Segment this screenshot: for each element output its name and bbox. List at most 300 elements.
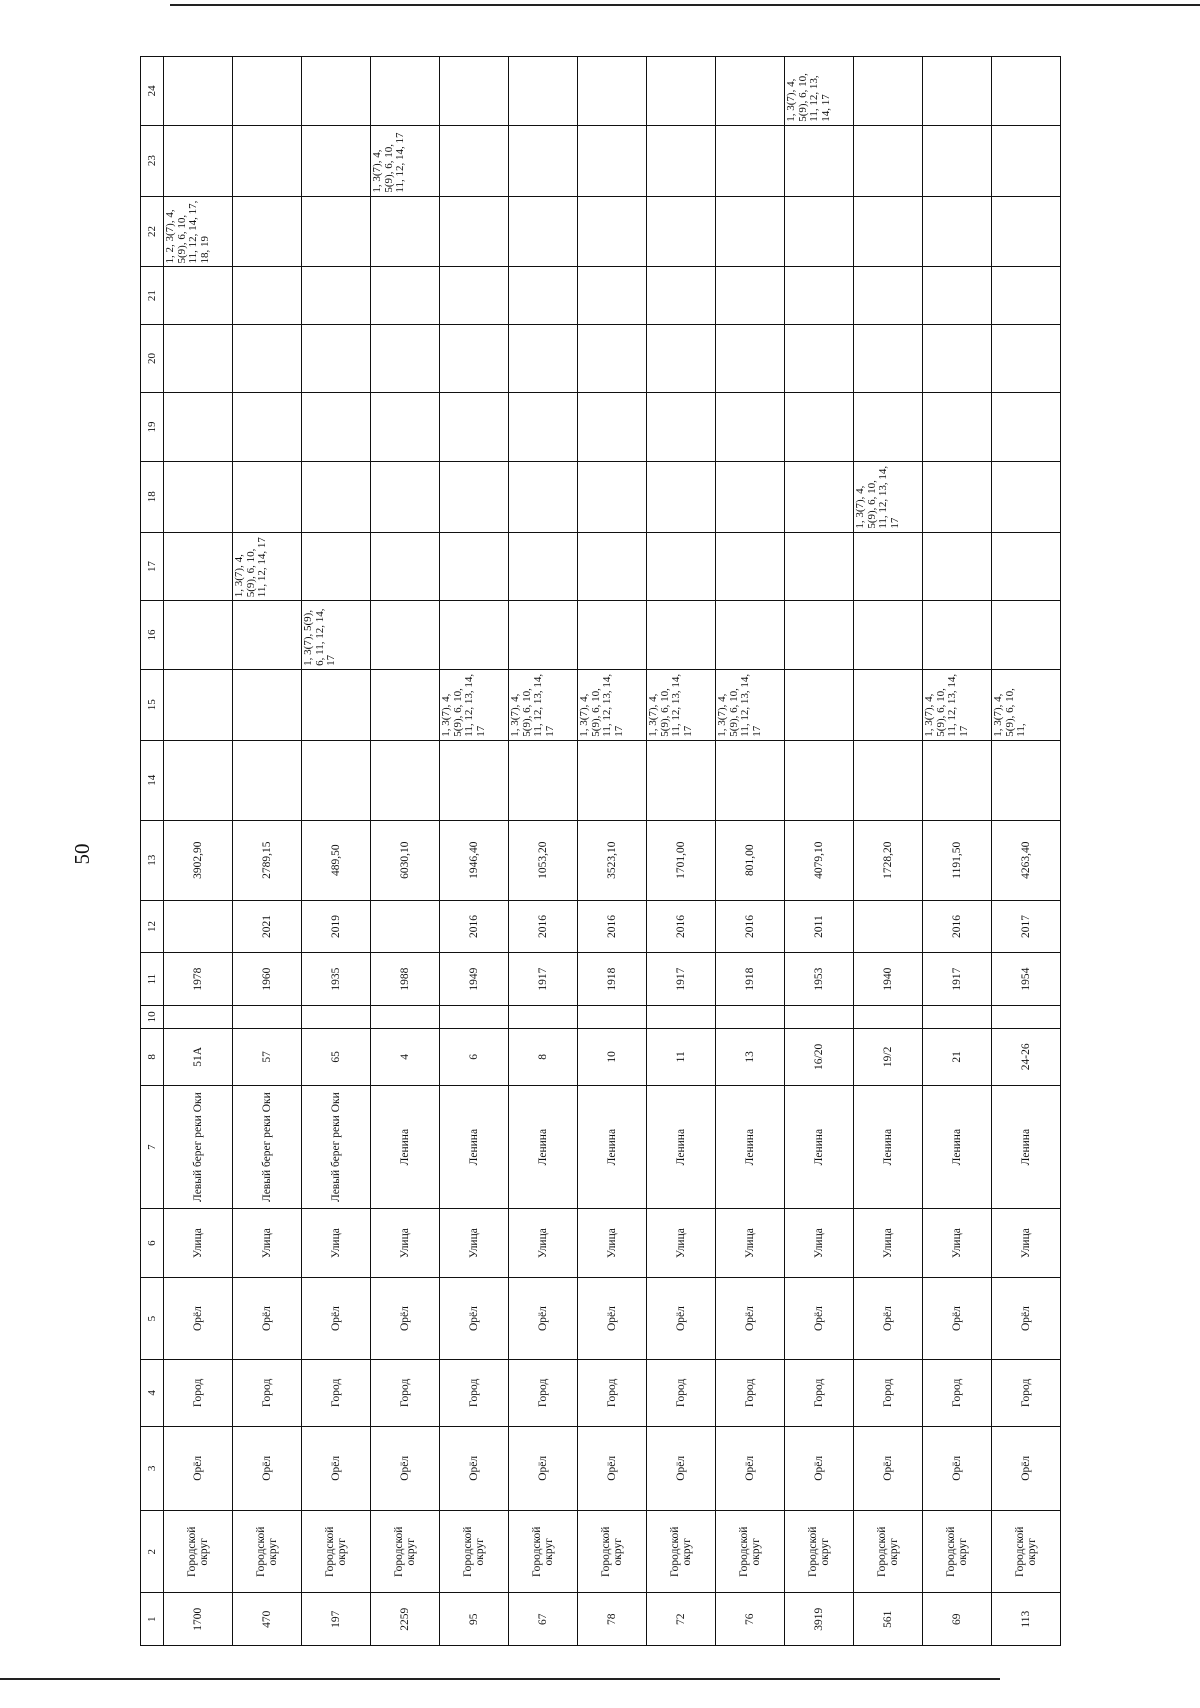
table-cell-col-12: 2011 — [785, 900, 854, 953]
table-cell-col-12: 2016 — [509, 900, 578, 953]
table-cell-col-20 — [233, 324, 302, 393]
table-cell-col-17: 1, 3(7), 4, 5(9), 6, 10, 11, 12, 14, 17 — [233, 532, 302, 601]
table-cell-col-23 — [923, 125, 992, 196]
table-cell-col-22 — [371, 196, 440, 267]
table-cell-col-16 — [440, 601, 509, 670]
table-cell-col-10 — [371, 1005, 440, 1028]
table-cell-col-1: 2259 — [371, 1593, 440, 1646]
table-cell-col-18 — [716, 461, 785, 532]
table-cell-col-13: 1728,20 — [854, 820, 923, 900]
table-cell-col-10 — [647, 1005, 716, 1028]
table-cell-col-7: Ленина — [371, 1085, 440, 1208]
table-row — [233, 57, 302, 1646]
table-cell-col-5: Орёл — [371, 1277, 440, 1359]
table-cell-col-22 — [992, 196, 1061, 267]
table-cell-col-16 — [578, 601, 647, 670]
table-cell-col-4: Город — [992, 1360, 1061, 1426]
column-header-21: 21 — [141, 267, 164, 324]
table-cell-col-16 — [509, 601, 578, 670]
table-cell-col-3: Орёл — [647, 1426, 716, 1511]
table-cell-col-15 — [302, 669, 371, 740]
table-cell-col-21 — [578, 267, 647, 324]
table-cell-col-23 — [785, 125, 854, 196]
table-cell-col-7: Левый берег реки Оки — [233, 1085, 302, 1208]
column-header-4: 4 — [141, 1360, 164, 1426]
table-cell-col-19 — [440, 393, 509, 462]
table-cell-col-12: 2019 — [302, 900, 371, 953]
table-cell-col-12: 2021 — [233, 900, 302, 953]
table-cell-col-22 — [923, 196, 992, 267]
table-cell-col-23 — [578, 125, 647, 196]
table-cell-col-18 — [578, 461, 647, 532]
table-cell-col-19 — [647, 393, 716, 462]
column-header-10: 10 — [141, 1005, 164, 1028]
table-cell-col-8: 16/20 — [785, 1028, 854, 1085]
table-cell-col-16 — [371, 601, 440, 670]
table-cell-col-16 — [647, 601, 716, 670]
table-cell-col-18 — [923, 461, 992, 532]
table-cell-col-12 — [854, 900, 923, 953]
table-cell-col-17 — [647, 532, 716, 601]
table-cell-col-7: Левый берег реки Оки — [302, 1085, 371, 1208]
table-cell-col-16: 1, 3(7), 5(9), 6, 11, 12, 14, 17 — [302, 601, 371, 670]
table-cell-col-4: Город — [647, 1360, 716, 1426]
table-cell-col-19 — [716, 393, 785, 462]
table-cell-col-20 — [992, 324, 1061, 393]
table-cell-col-12: 2016 — [923, 900, 992, 953]
table-cell-col-5: Орёл — [647, 1277, 716, 1359]
table-cell-col-10 — [302, 1005, 371, 1028]
column-header-13: 13 — [141, 820, 164, 900]
table-cell-col-24 — [233, 57, 302, 126]
table-cell-col-21 — [647, 267, 716, 324]
table-cell-col-19 — [923, 393, 992, 462]
table-cell-col-8: 13 — [716, 1028, 785, 1085]
table-cell-col-22 — [233, 196, 302, 267]
table-cell-col-8: 8 — [509, 1028, 578, 1085]
table-cell-col-2: Городской округ — [302, 1511, 371, 1593]
table-cell-col-15 — [371, 669, 440, 740]
table-cell-col-4: Город — [164, 1360, 233, 1426]
table-cell-col-13: 4079,10 — [785, 820, 854, 900]
column-header-12: 12 — [141, 900, 164, 953]
table-cell-col-11: 1949 — [440, 953, 509, 1006]
table-cell-col-16 — [716, 601, 785, 670]
table-cell-col-23 — [440, 125, 509, 196]
table-cell-col-2: Городской округ — [854, 1511, 923, 1593]
table-cell-col-7: Ленина — [923, 1085, 992, 1208]
table-cell-col-12: 2016 — [716, 900, 785, 953]
table-cell-col-21 — [923, 267, 992, 324]
table-cell-col-1: 470 — [233, 1593, 302, 1646]
table-cell-col-4: Город — [302, 1360, 371, 1426]
table-cell-col-6: Улица — [578, 1209, 647, 1278]
column-header-24: 24 — [141, 57, 164, 126]
table-cell-col-19 — [371, 393, 440, 462]
column-header-18: 18 — [141, 461, 164, 532]
table-cell-col-18 — [992, 461, 1061, 532]
table-cell-col-15: 1, 3(7), 4, 5(9), 6, 10, 11, — [992, 669, 1061, 740]
table-cell-col-22 — [854, 196, 923, 267]
table-cell-col-10 — [854, 1005, 923, 1028]
table-cell-col-7: Ленина — [785, 1085, 854, 1208]
table-cell-col-17 — [785, 532, 854, 601]
table-cell-col-5: Орёл — [302, 1277, 371, 1359]
table-cell-col-8: 51А — [164, 1028, 233, 1085]
table-cell-col-7: Ленина — [578, 1085, 647, 1208]
table-cell-col-8: 19/2 — [854, 1028, 923, 1085]
table-cell-col-18 — [164, 461, 233, 532]
table-cell-col-17 — [440, 532, 509, 601]
table-row — [785, 57, 854, 1646]
table-cell-col-15 — [785, 669, 854, 740]
column-header-22: 22 — [141, 196, 164, 267]
table-cell-col-24: 1, 3(7), 4, 5(9), 6, 10, 11, 12, 13, 14, 17 — [785, 57, 854, 126]
table-cell-col-7: Ленина — [647, 1085, 716, 1208]
table-cell-col-7: Ленина — [509, 1085, 578, 1208]
table-cell-col-11: 1917 — [647, 953, 716, 1006]
column-header-19: 19 — [141, 393, 164, 462]
table-cell-col-19 — [302, 393, 371, 462]
table-cell-col-7: Ленина — [716, 1085, 785, 1208]
table-row — [440, 57, 509, 1646]
table-cell-col-4: Город — [578, 1360, 647, 1426]
table-cell-col-17 — [302, 532, 371, 601]
column-header-5: 5 — [141, 1277, 164, 1359]
table-cell-col-15: 1, 3(7), 4, 5(9), 6, 10, 11, 12, 13, 14, 17 — [509, 669, 578, 740]
table-cell-col-6: Улица — [164, 1209, 233, 1278]
table-cell-col-13: 1191,50 — [923, 820, 992, 900]
column-header-15: 15 — [141, 669, 164, 740]
table-cell-col-11: 1918 — [578, 953, 647, 1006]
table-cell-col-15 — [233, 669, 302, 740]
table-row — [992, 57, 1061, 1646]
table-cell-col-15 — [164, 669, 233, 740]
column-header-17: 17 — [141, 532, 164, 601]
table-cell-col-4: Город — [716, 1360, 785, 1426]
table-cell-col-1: 1700 — [164, 1593, 233, 1646]
table-cell-col-20 — [302, 324, 371, 393]
table-cell-col-14 — [233, 740, 302, 820]
table-cell-col-10 — [992, 1005, 1061, 1028]
table-cell-col-17 — [992, 532, 1061, 601]
table-cell-col-2: Городской округ — [647, 1511, 716, 1593]
table-cell-col-13: 4263,40 — [992, 820, 1061, 900]
table-cell-col-3: Орёл — [854, 1426, 923, 1511]
table-cell-col-4: Город — [440, 1360, 509, 1426]
table-cell-col-14 — [578, 740, 647, 820]
table-cell-col-5: Орёл — [440, 1277, 509, 1359]
table-cell-col-19 — [164, 393, 233, 462]
table-cell-col-23 — [854, 125, 923, 196]
table-cell-col-24 — [440, 57, 509, 126]
table-cell-col-5: Орёл — [992, 1277, 1061, 1359]
table-cell-col-20 — [578, 324, 647, 393]
table-cell-col-24 — [854, 57, 923, 126]
table-row — [509, 57, 578, 1646]
table-cell-col-14 — [440, 740, 509, 820]
table-cell-col-20 — [923, 324, 992, 393]
table-cell-col-10 — [716, 1005, 785, 1028]
scan-bottom-edge — [0, 1678, 1000, 1680]
column-header-7: 7 — [141, 1085, 164, 1208]
table-header-row — [141, 57, 164, 1646]
table-cell-col-16 — [233, 601, 302, 670]
table-cell-col-23: 1, 3(7), 4, 5(9), 6, 10, 11, 12, 14, 17 — [371, 125, 440, 196]
table-cell-col-19 — [233, 393, 302, 462]
table-cell-col-14 — [854, 740, 923, 820]
table-cell-col-17 — [371, 532, 440, 601]
table-row — [647, 57, 716, 1646]
page-number: 50 — [69, 843, 94, 865]
table-cell-col-16 — [854, 601, 923, 670]
column-header-11: 11 — [141, 953, 164, 1006]
table-cell-col-23 — [647, 125, 716, 196]
table-cell-col-14 — [923, 740, 992, 820]
table-cell-col-12 — [371, 900, 440, 953]
table-cell-col-17 — [164, 532, 233, 601]
table-cell-col-23 — [509, 125, 578, 196]
table-cell-col-14 — [647, 740, 716, 820]
table-cell-col-14 — [992, 740, 1061, 820]
table-cell-col-3: Орёл — [302, 1426, 371, 1511]
table-cell-col-1: 197 — [302, 1593, 371, 1646]
table-cell-col-24 — [371, 57, 440, 126]
table-cell-col-15: 1, 3(7), 4, 5(9), 6, 10, 11, 12, 13, 14, 17 — [647, 669, 716, 740]
table-cell-col-18: 1, 3(7), 4, 5(9), 6, 10, 11, 12, 13, 14, 17 — [854, 461, 923, 532]
table-cell-col-3: Орёл — [440, 1426, 509, 1511]
table-cell-col-24 — [509, 57, 578, 126]
column-header-14: 14 — [141, 740, 164, 820]
table-cell-col-22 — [578, 196, 647, 267]
table-cell-col-13: 3523,10 — [578, 820, 647, 900]
table-cell-col-19 — [509, 393, 578, 462]
table-cell-col-7: Ленина — [992, 1085, 1061, 1208]
table-cell-col-3: Орёл — [578, 1426, 647, 1511]
table-cell-col-14 — [164, 740, 233, 820]
table-cell-col-6: Улица — [509, 1209, 578, 1278]
table-cell-col-5: Орёл — [716, 1277, 785, 1359]
table-cell-col-1: 72 — [647, 1593, 716, 1646]
table-cell-col-21 — [233, 267, 302, 324]
table-cell-col-5: Орёл — [854, 1277, 923, 1359]
table-cell-col-20 — [647, 324, 716, 393]
table-cell-col-11: 1978 — [164, 953, 233, 1006]
table-cell-col-21 — [785, 267, 854, 324]
table-cell-col-13: 6030,10 — [371, 820, 440, 900]
table-cell-col-8: 10 — [578, 1028, 647, 1085]
rotated-table-frame — [140, 56, 1060, 1646]
table-cell-col-1: 78 — [578, 1593, 647, 1646]
table-cell-col-16 — [992, 601, 1061, 670]
table-cell-col-17 — [509, 532, 578, 601]
table-cell-col-21 — [371, 267, 440, 324]
table-cell-col-10 — [440, 1005, 509, 1028]
table-body — [164, 57, 1061, 1646]
table-cell-col-2: Городской округ — [716, 1511, 785, 1593]
table-cell-col-13: 801,00 — [716, 820, 785, 900]
table-cell-col-1: 95 — [440, 1593, 509, 1646]
table-cell-col-8: 4 — [371, 1028, 440, 1085]
table-cell-col-21 — [992, 267, 1061, 324]
table-cell-col-6: Улица — [302, 1209, 371, 1278]
table-cell-col-10 — [509, 1005, 578, 1028]
table-cell-col-2: Городской округ — [509, 1511, 578, 1593]
table-cell-col-11: 1960 — [233, 953, 302, 1006]
column-header-16: 16 — [141, 601, 164, 670]
table-row — [716, 57, 785, 1646]
table-cell-col-8: 21 — [923, 1028, 992, 1085]
table-cell-col-17 — [854, 532, 923, 601]
table-cell-col-11: 1988 — [371, 953, 440, 1006]
table-cell-col-2: Городской округ — [785, 1511, 854, 1593]
table-cell-col-24 — [164, 57, 233, 126]
table-cell-col-20 — [164, 324, 233, 393]
table-cell-col-15: 1, 3(7), 4, 5(9), 6, 10, 11, 12, 13, 14, 17 — [716, 669, 785, 740]
table-cell-col-8: 11 — [647, 1028, 716, 1085]
table-cell-col-1: 561 — [854, 1593, 923, 1646]
table-cell-col-22: 1, 2, 3(7), 4, 5(9), 6, 10, 11, 12, 14, 17, 18, 19 — [164, 196, 233, 267]
table-cell-col-2: Городской округ — [578, 1511, 647, 1593]
table-cell-col-6: Улица — [992, 1209, 1061, 1278]
table-cell-col-21 — [509, 267, 578, 324]
table-cell-col-6: Улица — [371, 1209, 440, 1278]
table-cell-col-23 — [164, 125, 233, 196]
table-row — [854, 57, 923, 1646]
table-cell-col-2: Городской округ — [371, 1511, 440, 1593]
table-cell-col-2: Городской округ — [440, 1511, 509, 1593]
table-cell-col-20 — [509, 324, 578, 393]
table-cell-col-1: 113 — [992, 1593, 1061, 1646]
table-cell-col-3: Орёл — [371, 1426, 440, 1511]
table-cell-col-6: Улица — [440, 1209, 509, 1278]
column-header-2: 2 — [141, 1511, 164, 1593]
table-cell-col-5: Орёл — [164, 1277, 233, 1359]
table-cell-col-11: 1918 — [716, 953, 785, 1006]
table-cell-col-16 — [164, 601, 233, 670]
table-cell-col-22 — [785, 196, 854, 267]
table-cell-col-8: 6 — [440, 1028, 509, 1085]
table-cell-col-3: Орёл — [785, 1426, 854, 1511]
table-cell-col-12: 2016 — [440, 900, 509, 953]
table-cell-col-22 — [302, 196, 371, 267]
table-cell-col-7: Ленина — [854, 1085, 923, 1208]
table-cell-col-14 — [371, 740, 440, 820]
table-cell-col-19 — [578, 393, 647, 462]
table-cell-col-4: Город — [371, 1360, 440, 1426]
table-cell-col-18 — [302, 461, 371, 532]
table-cell-col-13: 489,50 — [302, 820, 371, 900]
table-cell-col-16 — [923, 601, 992, 670]
table-cell-col-13: 3902,90 — [164, 820, 233, 900]
table-cell-col-4: Город — [854, 1360, 923, 1426]
table-cell-col-3: Орёл — [164, 1426, 233, 1511]
table-cell-col-20 — [785, 324, 854, 393]
table-cell-col-21 — [716, 267, 785, 324]
table-cell-col-19 — [785, 393, 854, 462]
table-cell-col-23 — [302, 125, 371, 196]
table-cell-col-18 — [785, 461, 854, 532]
table-row — [923, 57, 992, 1646]
table-row — [578, 57, 647, 1646]
table-cell-col-4: Город — [233, 1360, 302, 1426]
table-container — [140, 56, 1060, 1646]
table-cell-col-4: Город — [509, 1360, 578, 1426]
table-cell-col-20 — [716, 324, 785, 393]
table-cell-col-11: 1917 — [923, 953, 992, 1006]
table-cell-col-22 — [647, 196, 716, 267]
table-cell-col-11: 1954 — [992, 953, 1061, 1006]
column-header-23: 23 — [141, 125, 164, 196]
table-cell-col-19 — [854, 393, 923, 462]
table-cell-col-6: Улица — [716, 1209, 785, 1278]
table-cell-col-5: Орёл — [509, 1277, 578, 1359]
table-cell-col-13: 1701,00 — [647, 820, 716, 900]
table-cell-col-17 — [923, 532, 992, 601]
table-cell-col-7: Ленина — [440, 1085, 509, 1208]
table-cell-col-5: Орёл — [578, 1277, 647, 1359]
table-cell-col-14 — [785, 740, 854, 820]
table-cell-col-8: 65 — [302, 1028, 371, 1085]
table-cell-col-17 — [716, 532, 785, 601]
table-cell-col-2: Городской округ — [164, 1511, 233, 1593]
table-cell-col-10 — [233, 1005, 302, 1028]
table-cell-col-11: 1935 — [302, 953, 371, 1006]
table-cell-col-12: 2017 — [992, 900, 1061, 953]
table-cell-col-3: Орёл — [233, 1426, 302, 1511]
table-cell-col-12: 2016 — [578, 900, 647, 953]
table-cell-col-22 — [509, 196, 578, 267]
table-cell-col-3: Орёл — [509, 1426, 578, 1511]
table-cell-col-2: Городской округ — [233, 1511, 302, 1593]
table-cell-col-18 — [440, 461, 509, 532]
table-cell-col-18 — [647, 461, 716, 532]
table-cell-col-2: Городской округ — [992, 1511, 1061, 1593]
table-cell-col-11: 1917 — [509, 953, 578, 1006]
table-cell-col-20 — [371, 324, 440, 393]
column-header-20: 20 — [141, 324, 164, 393]
table-row — [371, 57, 440, 1646]
table-cell-col-24 — [302, 57, 371, 126]
table-cell-col-3: Орёл — [716, 1426, 785, 1511]
table-cell-col-23 — [992, 125, 1061, 196]
table-cell-col-10 — [578, 1005, 647, 1028]
table-cell-col-24 — [923, 57, 992, 126]
table-cell-col-10 — [164, 1005, 233, 1028]
table-cell-col-12: 2016 — [647, 900, 716, 953]
column-header-8: 8 — [141, 1028, 164, 1085]
table-cell-col-24 — [647, 57, 716, 126]
column-header-1: 1 — [141, 1593, 164, 1646]
table-cell-col-13: 1053,20 — [509, 820, 578, 900]
table-cell-col-1: 67 — [509, 1593, 578, 1646]
table-cell-col-3: Орёл — [992, 1426, 1061, 1511]
table-cell-col-6: Улица — [233, 1209, 302, 1278]
table-cell-col-22 — [440, 196, 509, 267]
table-cell-col-11: 1940 — [854, 953, 923, 1006]
table-row — [164, 57, 233, 1646]
table-cell-col-13: 1946,40 — [440, 820, 509, 900]
table-cell-col-10 — [785, 1005, 854, 1028]
table-cell-col-2: Городской округ — [923, 1511, 992, 1593]
table-cell-col-1: 69 — [923, 1593, 992, 1646]
housing-register-table — [140, 56, 1061, 1646]
table-cell-col-14 — [716, 740, 785, 820]
table-cell-col-6: Улица — [854, 1209, 923, 1278]
table-cell-col-5: Орёл — [923, 1277, 992, 1359]
table-cell-col-21 — [302, 267, 371, 324]
table-cell-col-23 — [716, 125, 785, 196]
